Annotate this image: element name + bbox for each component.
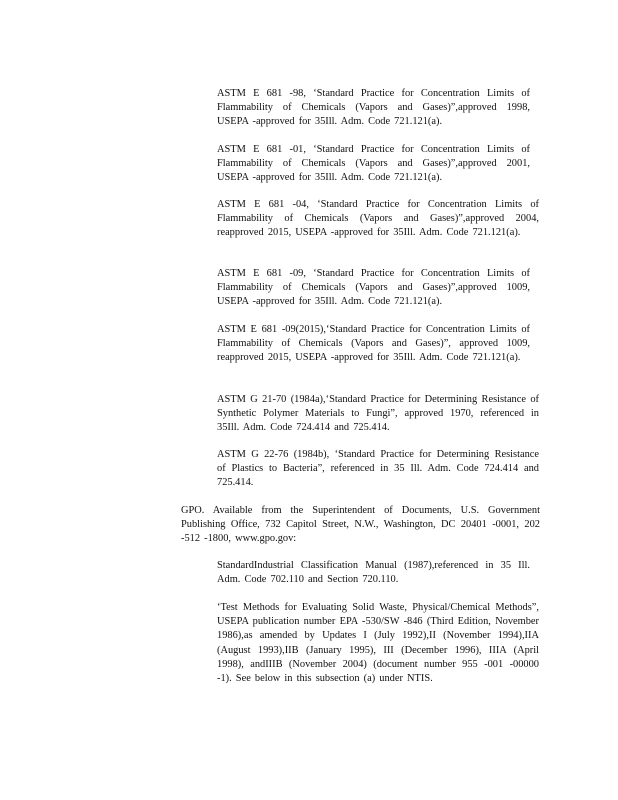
astm-g22-76-reference: ASTM G 22-76 (1984b), ‘Standard Practice for Determining Resistance of Plastics to Bacteria”, referenced in 35 Ill. Adm. Code 724.414 and 725.414.: [217, 449, 539, 489]
astm-e681-09-2015-reference: ASTM E 681 -09(2015),‘Standard Practice for Concentration Limits of Flammability of Chemicals (Vapors and Gases)”, approved 1009, reapproved 2015, USEPA -approved for 35Ill. Adm. Code 721.121(a).: [217, 324, 530, 364]
sic-manual-reference: StandardIndustrial Classification Manual (1987),referenced in 35 Ill. Adm. Code 702.110 and Section 720.110.: [217, 560, 530, 586]
astm-g21-70-reference: ASTM G 21-70 (1984a),‘Standard Practice for Determining Resistance of Synthetic Polymer Materials to Fungi”, approved 1970, referenced in 35Ill. Adm. Code 724.414 and 725.414.: [217, 394, 539, 434]
sw-846-test-methods-reference: ‘Test Methods for Evaluating Solid Waste, Physical/Chemical Methods”, USEPA publication number EPA -530/SW -846 (Third Edition, November 1986),as amended by Updates I (July 1992),II (November 1994),IIA (August 1993),IIB (January 1995), III (December 1996), IIIA (April 1998), andIIIB (November 2004) (document number 955 -001 -00000 -1). See below in this subsection (a) under NTIS.: [217, 602, 539, 685]
astm-e681-04-reference: ASTM E 681 -04, ‘Standard Practice for Concentration Limits of Flammability of Chemicals (Vapors and Gases)”,approved 2004, reapproved 2015, USEPA -approved for 35Ill. Adm. Code 721.121(a).: [217, 199, 539, 239]
gpo-source-entry: GPO. Available from the Superintendent of Documents, U.S. Government Publishing Office, 732 Capitol Street, N.W., Washington, DC 20401 -0001, 202 -512 -1800, www.gpo.gov:: [181, 505, 540, 545]
astm-e681-98-reference: ASTM E 681 -98, ‘Standard Practice for Concentration Limits of Flammability of Chemicals (Vapors and Gases)”,approved 1998, USEPA -approved for 35Ill. Adm. Code 721.121(a).: [217, 88, 530, 128]
astm-e681-09-reference: ASTM E 681 -09, ‘Standard Practice for Concentration Limits of Flammability of Chemicals (Vapors and Gases)”,approved 1009, USEPA -approved for 35Ill. Adm. Code 721.121(a).: [217, 268, 530, 308]
astm-e681-01-reference: ASTM E 681 -01, ‘Standard Practice for Concentration Limits of Flammability of Chemicals (Vapors and Gases)”,approved 2001, USEPA -approved for 35Ill. Adm. Code 721.121(a).: [217, 144, 530, 184]
